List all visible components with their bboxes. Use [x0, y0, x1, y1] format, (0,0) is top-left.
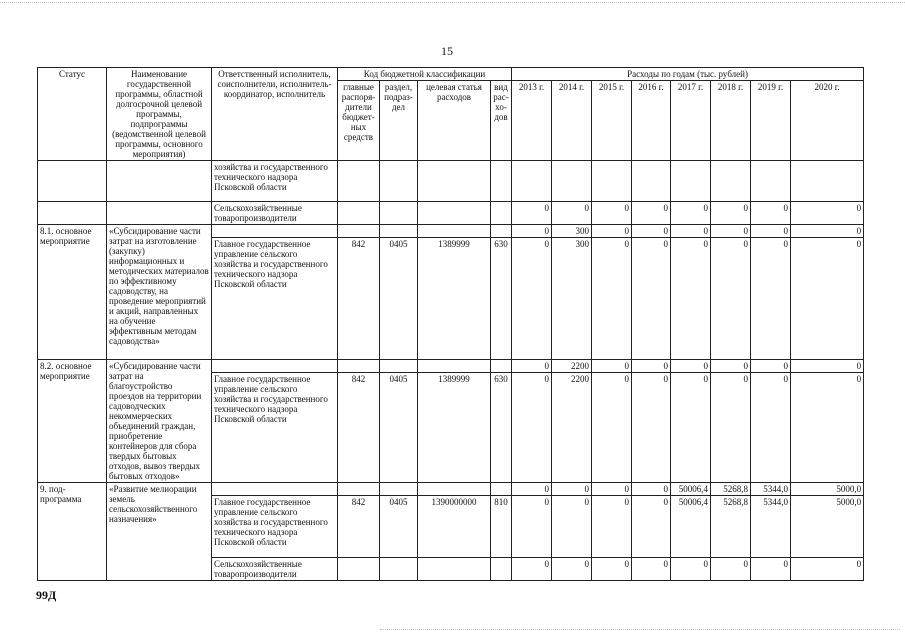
value-cell: 5000,0	[791, 496, 864, 558]
value-cell: 0	[512, 360, 552, 373]
article-cell: 1390000000	[418, 496, 491, 558]
value-cell: 0	[791, 225, 864, 238]
status-cell: 9. под-программа	[38, 483, 107, 581]
value-cell: 0	[632, 373, 671, 483]
value-cell: 0	[632, 558, 671, 581]
type-cell: 630	[491, 373, 512, 483]
value-cell: 0	[711, 360, 751, 373]
header-col-type: вид рас-хо-дов	[491, 81, 512, 161]
value-cell: 5344,0	[751, 483, 791, 496]
value-cell: 0	[592, 360, 632, 373]
value-cell: 0	[592, 483, 632, 496]
value-cell: 0	[711, 558, 751, 581]
value-cell: 0	[751, 373, 791, 483]
value-cell: 0	[552, 483, 592, 496]
header-year: 2014 г.	[552, 81, 592, 161]
value-cell: 5268,8	[711, 496, 751, 558]
section-cell: 0405	[380, 373, 418, 483]
value-cell: 0	[671, 558, 711, 581]
value-cell: 0	[671, 202, 711, 225]
header-expenses: Расходы по годам (тыс. рублей)	[512, 68, 864, 81]
budget-table	[37, 67, 864, 581]
header-year: 2015 г.	[592, 81, 632, 161]
scan-artifact-bottom	[380, 629, 900, 632]
executor-cell: хозяйства и государственного технического надзора Псковской области	[212, 161, 338, 202]
value-cell: 0	[671, 238, 711, 360]
value-cell: 0	[512, 558, 552, 581]
header-status: Статус	[38, 68, 107, 161]
value-cell: 0	[512, 483, 552, 496]
type-cell: 630	[491, 238, 512, 360]
section-cell: 0405	[380, 238, 418, 360]
value-cell: 0	[671, 360, 711, 373]
value-cell: 0	[592, 238, 632, 360]
footer-code: 99Д	[36, 588, 57, 602]
name-cell: «Субсидирование части затрат на благоустройство проездов на территории садоводческих некоммерческих объединений граждан, приобретение контейнеров для сбора твердых бытовых отходов, вывоз твердых бытовых отходов»	[107, 360, 212, 483]
value-cell: 0	[791, 373, 864, 483]
name-cell: «Развитие мелиорации земель сельскохозяйственного назначения»	[107, 483, 212, 581]
value-cell: 0	[592, 373, 632, 483]
name-cell: «Субсидирование части затрат на изготовление (закупку) информационных и методических материалов по эффективному садоводству, на проведение мероприятий и акций, направленных на обучение эффективным методам садоводства»	[107, 225, 212, 360]
value-cell: 0	[751, 225, 791, 238]
article-cell: 1389999	[418, 238, 491, 360]
value-cell: 2200	[552, 373, 592, 483]
value-cell: 0	[632, 483, 671, 496]
producers-cell: Сельскохозяйственные товаропроизводители	[212, 202, 338, 225]
value-cell: 0	[512, 238, 552, 360]
value-cell: 0	[791, 238, 864, 360]
value-cell: 0	[592, 496, 632, 558]
executor-cell: Главное государственное управление сельского хозяйства и государственного технического надзора Псковской области	[212, 496, 338, 558]
grbs-cell: 842	[338, 373, 380, 483]
value-cell: 0	[512, 373, 552, 483]
header-responsible: Ответственный исполнитель, соисполнители, исполнитель-координатор, исполнитель	[212, 68, 338, 161]
value-cell: 0	[592, 225, 632, 238]
value-cell: 0	[632, 225, 671, 238]
value-cell: 0	[592, 202, 632, 225]
executor-cell: Главное государственное управление сельского хозяйства и государственного технического надзора Псковской области	[212, 238, 338, 360]
value-cell: 0	[592, 558, 632, 581]
status-cell: 8.1. основное мероприятие	[38, 225, 107, 360]
value-cell: 0	[711, 202, 751, 225]
page-number: 15	[441, 44, 453, 58]
value-cell: 0	[751, 238, 791, 360]
value-cell: 0	[552, 202, 592, 225]
value-cell: 0	[671, 373, 711, 483]
status-cell: 8.2. основное мероприятие	[38, 360, 107, 483]
scan-artifact-top	[0, 2, 905, 6]
executor-cell: Главное государственное управление сельского хозяйства и государственного технического надзора Псковской области	[212, 373, 338, 483]
table-row	[38, 161, 864, 202]
value-cell: 0	[632, 238, 671, 360]
header-year: 2013 г.	[512, 81, 552, 161]
value-cell: 5000,0	[791, 483, 864, 496]
header-col-article: целевая статья расходов	[418, 81, 491, 161]
value-cell: 0	[751, 360, 791, 373]
value-cell: 0	[512, 202, 552, 225]
value-cell: 0	[791, 558, 864, 581]
value-cell: 300	[552, 225, 592, 238]
table-row	[38, 225, 864, 238]
value-cell: 0	[751, 202, 791, 225]
header-name: Наименование государственной программы, областной долгосрочной целевой программы, подпрограммы (ведомственной целевой программы, основного мероприятия)	[107, 68, 212, 161]
type-cell: 810	[491, 496, 512, 558]
value-cell: 0	[671, 225, 711, 238]
header-col-section: раздел, подраз-дел	[380, 81, 418, 161]
value-cell: 0	[512, 225, 552, 238]
value-cell: 0	[632, 202, 671, 225]
value-cell: 0	[711, 225, 751, 238]
article-cell: 1389999	[418, 373, 491, 483]
header-year: 2018 г.	[711, 81, 751, 161]
table-row	[38, 202, 864, 225]
header-col-grbs: главные распоря-дители бюджет-ных средств	[338, 81, 380, 161]
header-row-1	[38, 68, 864, 81]
value-cell: 0	[711, 238, 751, 360]
value-cell: 0	[751, 558, 791, 581]
header-year: 2017 г.	[671, 81, 711, 161]
value-cell: 0	[552, 558, 592, 581]
value-cell: 5344,0	[751, 496, 791, 558]
value-cell: 0	[711, 373, 751, 483]
header-year: 2020 г.	[791, 81, 864, 161]
header-budget-code: Код бюджетной классификации	[338, 68, 512, 81]
value-cell: 50006,4	[671, 483, 711, 496]
value-cell: 50006,4	[671, 496, 711, 558]
value-cell: 0	[791, 202, 864, 225]
grbs-cell: 842	[338, 238, 380, 360]
table-row	[38, 360, 864, 373]
value-cell: 2200	[552, 360, 592, 373]
producers-cell: Сельскохозяйственные товаропроизводители	[212, 558, 338, 581]
value-cell: 300	[552, 238, 592, 360]
value-cell: 0	[791, 360, 864, 373]
table-row	[38, 483, 864, 496]
value-cell: 0	[552, 496, 592, 558]
value-cell: 0	[512, 496, 552, 558]
value-cell: 0	[632, 360, 671, 373]
value-cell: 5268,8	[711, 483, 751, 496]
value-cell: 0	[632, 496, 671, 558]
header-year: 2019 г.	[751, 81, 791, 161]
section-cell: 0405	[380, 496, 418, 558]
header-year: 2016 г.	[632, 81, 671, 161]
grbs-cell: 842	[338, 496, 380, 558]
